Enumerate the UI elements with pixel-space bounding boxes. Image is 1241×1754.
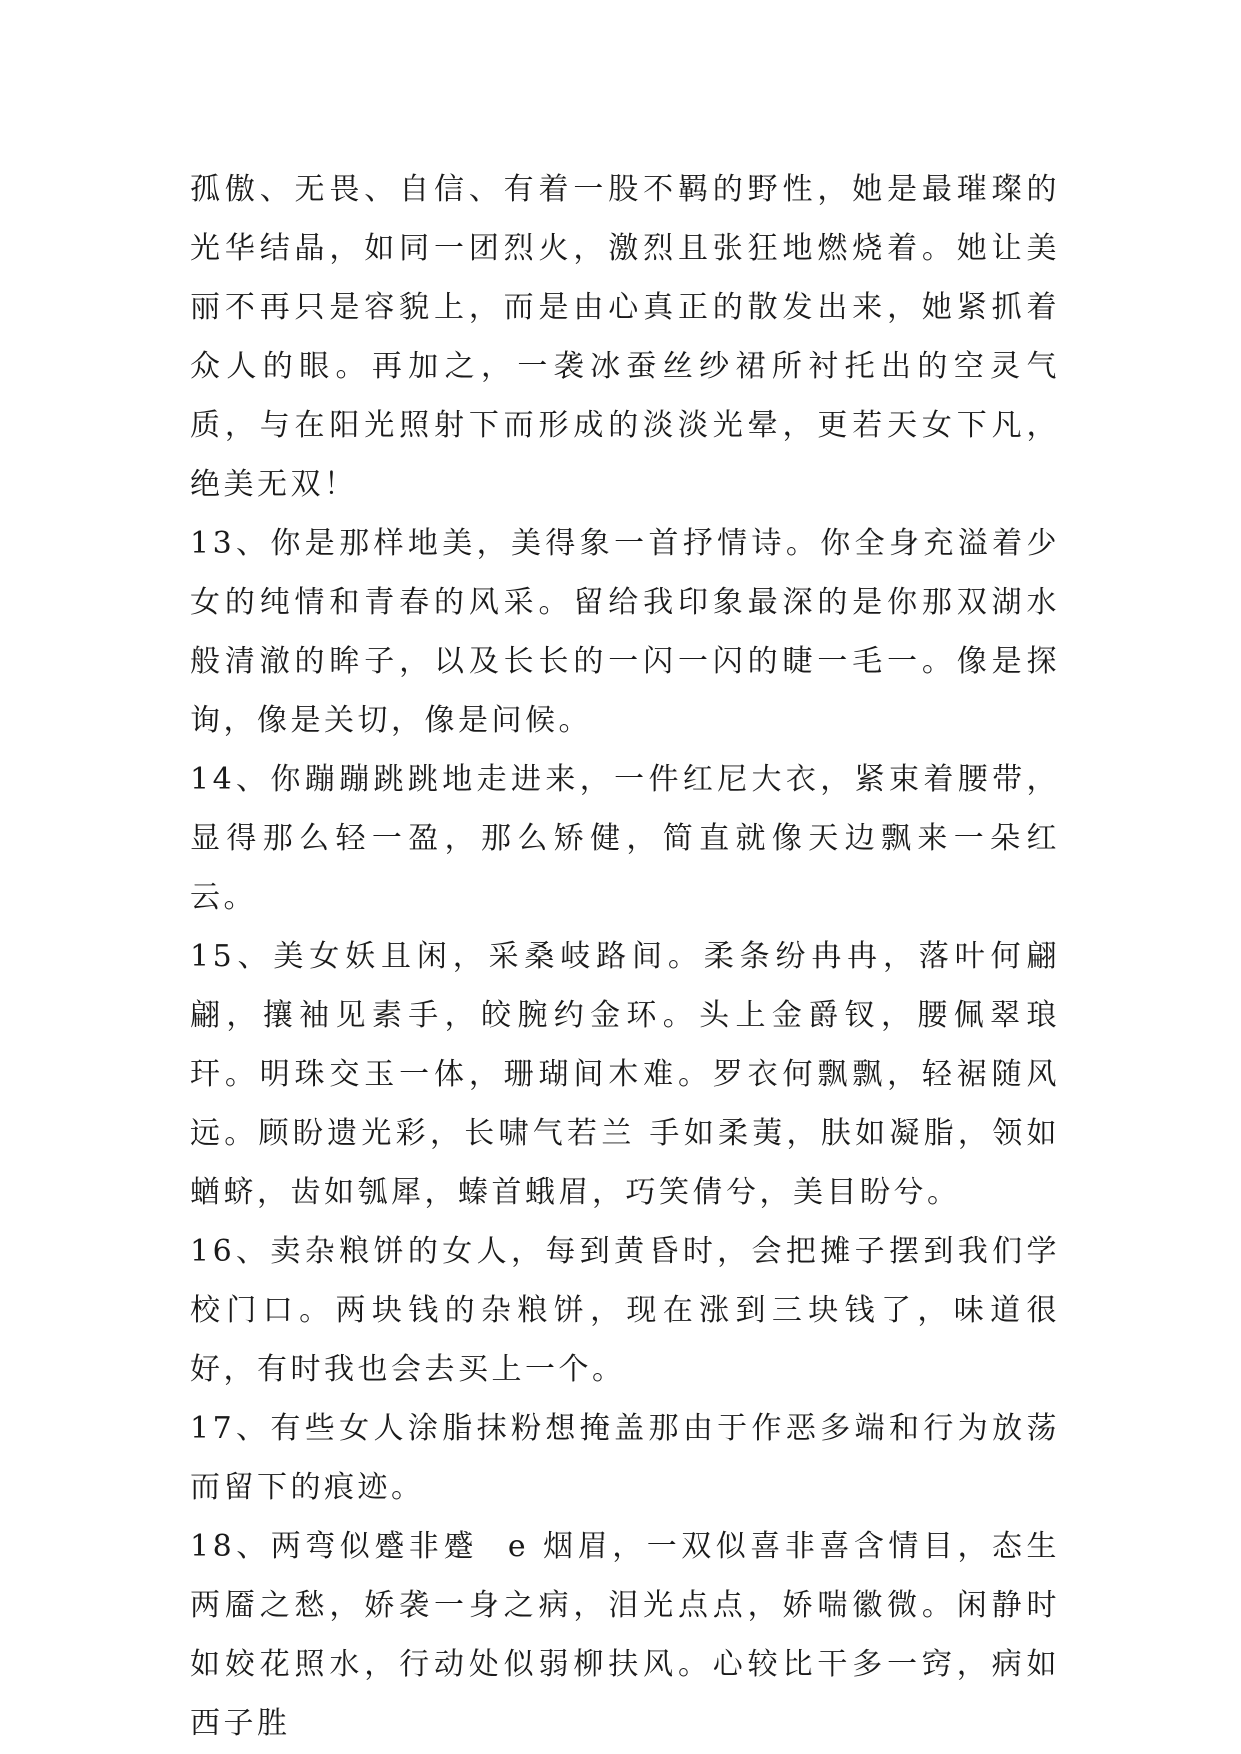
paragraph-18-rest: e 烟眉，一双似喜非喜含情目，态生两靥之愁，娇袭一身之病，泪光点点，娇喘徽微。闲静时如姣花照水，行动处似弱柳扶风。心较比干多一窍，病如西子胜 — [190, 1529, 1060, 1741]
body-text — [190, 160, 1060, 1753]
paragraph-17: 17、有些女人涂脂抹粉想掩盖那由于作恶多端和行为放荡而留下的痕迹。 — [190, 1411, 1060, 1505]
paragraph-16: 16、卖杂粮饼的女人，每到黄昏时，会把摊子摆到我们学校门口。两块钱的杂粮饼，现在涨到三块钱了，味道很好，有时我也会去买上一个。 — [190, 1234, 1060, 1387]
paragraph-continued: 孤傲、无畏、自信、有着一股不羁的野性，她是最璀璨的光华结晶，如同一团烈火，激烈且张狂地燃烧着。她让美丽不再只是容貌上，而是由心真正的散发出来，她紧抓着众人的眼。再加之，一袭冰蚕丝纱裙所衬托出的空灵气质，与在阳光照射下而形成的淡淡光晕，更若天女下凡，绝美无双！ — [190, 172, 1060, 502]
paragraph-15: 15、美女妖且闲，采桑岐路间。柔条纷冉冉，落叶何翩翩，攘袖见素手，皎腕约金环。头上金爵钗，腰佩翠琅玕。明珠交玉一体，珊瑚间木难。罗衣何飘飘，轻裾随风远。顾盼遗光彩，长啸气若兰 手如柔荑，肤如凝脂，领如蝤蛴，齿如瓠犀，螓首蛾眉，巧笑倩兮，美目盼兮。 — [190, 939, 1060, 1210]
paragraph-18 — [190, 1517, 1060, 1753]
paragraph-14: 14、你蹦蹦跳跳地走进来，一件红尼大衣，紧束着腰带，显得那么轻一盈，那么矫健，简直就像天边飘来一朵红云。 — [190, 762, 1060, 915]
paragraph-18-start: 18、两弯似蹙非蹙 — [190, 1529, 478, 1564]
paragraph-13: 13、你是那样地美，美得象一首抒情诗。你全身充溢着少女的纯情和青春的风采。留给我印象最深的是你那双湖水般清澈的眸子，以及长长的一闪一闪的睫一毛一。像是探询，像是关切，像是问候。 — [190, 526, 1060, 738]
